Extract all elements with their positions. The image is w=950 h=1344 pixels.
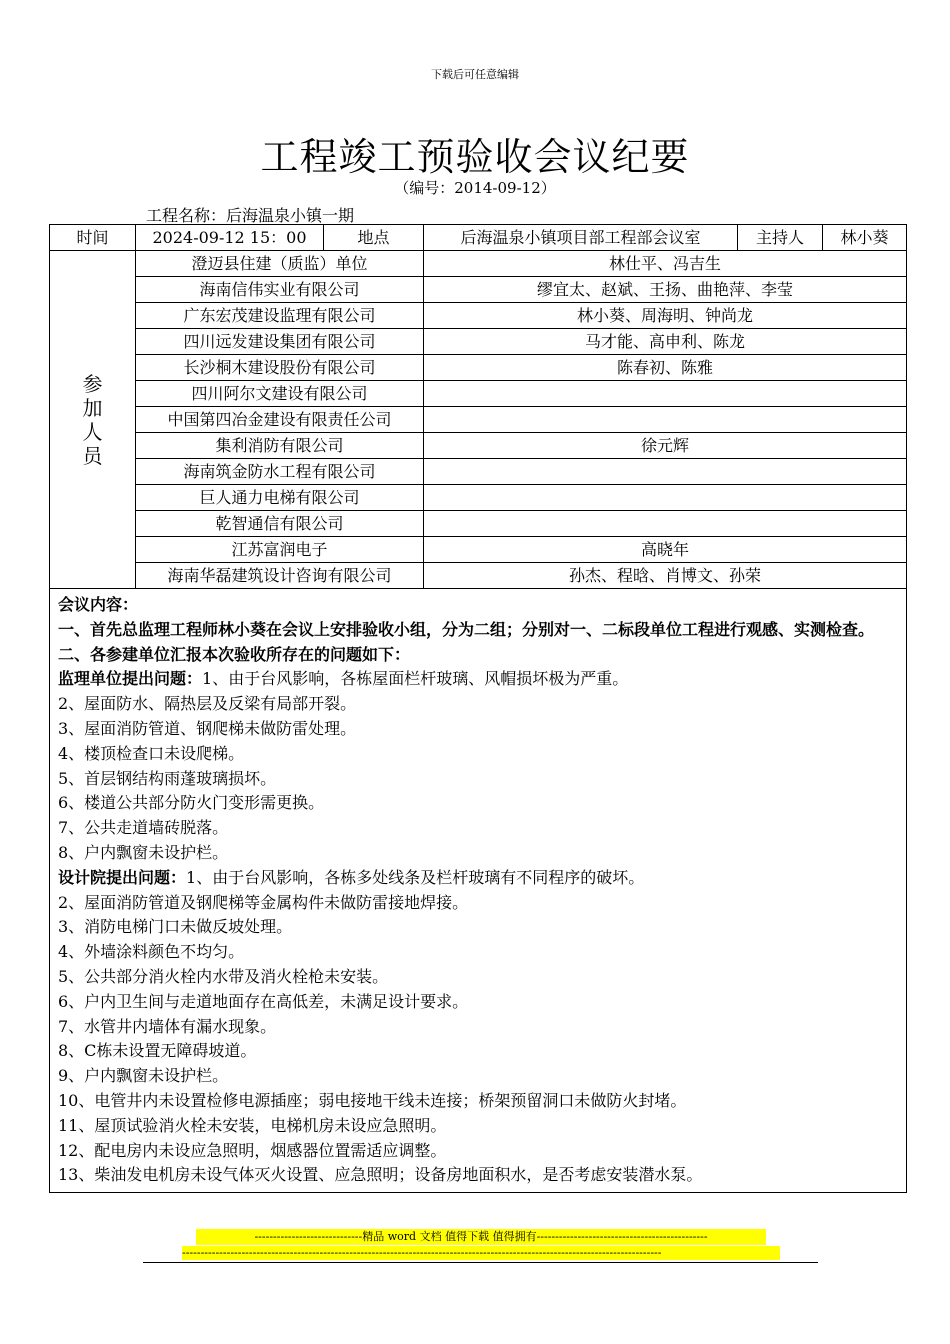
meeting-info-row [50,225,907,251]
attendee-people [424,511,907,537]
attendee-unit: 乾智通信有限公司 [136,511,424,537]
content-item-2: 二、各参建单位汇报本次验收所存在的问题如下： [58,644,411,664]
attendee-people [424,459,907,485]
attendee-people: 高晓年 [424,537,907,563]
issue-item: 6、户内卫生间与走道地面存在高低差，未满足设计要求。 [58,991,469,1011]
attendee-people: 陈春初、陈雅 [424,355,907,381]
attendee-people: 林仕平、冯吉生 [424,251,907,277]
attendee-row [50,537,907,563]
content-heading: 会议内容： [58,595,139,614]
issue-item: 2、屋面防水、隔热层及反梁有局部开裂。 [58,694,357,714]
attendees-label-char: 员 [82,443,103,468]
issue-item: 7、水管井内墙体有漏水现象。 [58,1016,277,1036]
issue-item: 3、消防电梯门口未做反坡处理。 [58,917,293,937]
attendee-unit: 巨人通力电梯有限公司 [136,485,424,511]
attendee-row [50,459,907,485]
issue-item: 11、屋顶试验消火栓未安装，电梯机房未设应急照明。 [58,1115,447,1135]
issue-text: 1、由于台风影响，各栋多处线条及栏杆玻璃有不同程序的破坏。 [186,867,645,887]
attendee-people: 缪宜太、赵斌、王扬、曲艳萍、李莹 [424,277,907,303]
issue-item: 6、楼道公共部分防火门变形需更换。 [58,793,325,813]
issue-item: 3、屋面消防管道、钢爬梯未做防雷处理。 [58,718,357,738]
document-title: 工程竣工预验收会议纪要 [260,135,690,179]
attendee-row [50,563,907,589]
attendee-unit: 海南信伟实业有限公司 [136,277,424,303]
supervisor-issues-first [58,667,898,692]
issue-item: 10、电管井内未设置检修电源插座；弱电接地干线未连接；桥架预留洞口未做防火封堵。 [58,1090,687,1110]
attendee-row [50,407,907,433]
issue-item: 9、户内飘窗未设护栏。 [58,1066,229,1086]
place-label: 地点 [324,225,424,251]
project-name: 工程名称：后海温泉小镇一期 [146,206,355,225]
issue-item: 7、公共走道墙砖脱落。 [58,818,229,838]
issue-item: 4、楼顶检查口未设爬梯。 [58,743,245,763]
time-label: 时间 [50,225,136,251]
attendee-row [50,485,907,511]
attendee-people: 徐元辉 [424,433,907,459]
footer-dashes: --------------------------------------------------------------------------------------------------------------------------------- [182,1246,780,1260]
issue-item: 8、户内飘窗未设护栏。 [58,842,229,862]
design-issues-first [58,866,898,891]
attendee-unit: 澄迈县住建（质监）单位 [136,251,424,277]
attendee-unit: 广东宏茂建设监理有限公司 [136,303,424,329]
issue-item: 5、公共部分消火栓内水带及消火栓枪未安装。 [58,966,389,986]
attendee-people [424,485,907,511]
issue-text: 1、由于台风影响，各栋屋面栏杆玻璃、风帽损坏极为严重。 [202,669,629,689]
issue-item: 2、屋面消防管道及钢爬梯等金属构件未做防雷接地焊接。 [58,892,469,912]
meeting-content [50,589,907,1193]
attendee-unit: 中国第四冶金建设有限责任公司 [136,407,424,433]
attendee-unit: 江苏富润电子 [136,537,424,563]
minutes-table [49,224,907,1193]
attendee-row [50,511,907,537]
attendee-unit: 四川远发建设集团有限公司 [136,329,424,355]
attendee-row [50,329,907,355]
supervisor-issues-label: 监理单位提出问题： [58,669,203,689]
attendee-unit: 海南筑金防水工程有限公司 [136,459,424,485]
content-row [50,589,907,1193]
footer-banner: -----------------------------精品 word 文档 值得下载 值得拥有---------------------------------------------- [196,1229,766,1245]
attendees-label-char: 参 [82,371,103,396]
attendee-unit: 长沙桐木建设股份有限公司 [136,355,424,381]
attendee-row [50,433,907,459]
host-value: 林小葵 [823,225,907,251]
attendee-row [50,381,907,407]
issue-item: 5、首层钢结构雨蓬玻璃损坏。 [58,768,277,788]
attendee-row [50,277,907,303]
footer-divider [143,1262,818,1263]
attendee-people: 马才能、高申利、陈龙 [424,329,907,355]
content-item-1: 一、首先总监理工程师林小葵在会议上安排验收小组，分为二组；分别对一、二标段单位工程进行观感、实测检查。 [58,619,875,639]
attendee-row [50,303,907,329]
attendee-people: 孙杰、程晗、肖博文、孙荣 [424,563,907,589]
attendee-row [50,355,907,381]
attendees-label-char: 加 [82,395,103,420]
attendee-unit: 海南华磊建筑设计咨询有限公司 [136,563,424,589]
issue-item: 4、外墙涂料颜色不均匀。 [58,942,245,962]
document-number: （编号：2014-09-12） [394,179,556,197]
issue-item: 12、配电房内未设应急照明，烟感器位置需适应调整。 [58,1140,447,1160]
attendees-label [50,251,136,589]
issue-item: 8、C栋未设置无障碍坡道。 [58,1041,257,1061]
attendees-label-char: 人 [82,419,103,444]
attendee-people [424,407,907,433]
design-issues-label: 设计院提出问题： [58,867,187,887]
attendee-people: 林小葵、周海明、钟尚龙 [424,303,907,329]
attendee-unit: 集利消防有限公司 [136,433,424,459]
host-label: 主持人 [738,225,823,251]
attendee-people [424,381,907,407]
place-value: 后海温泉小镇项目部工程部会议室 [424,225,738,251]
attendee-row [50,251,907,277]
issue-item: 13、柴油发电机房未设气体灭火设置、应急照明；设备房地面积水，是否考虑安装潜水泵。 [58,1165,703,1185]
attendee-unit: 四川阿尔文建设有限公司 [136,381,424,407]
header-note: 下载后可任意编辑 [431,68,519,81]
time-value: 2024-09-12 15：00 [136,225,324,251]
